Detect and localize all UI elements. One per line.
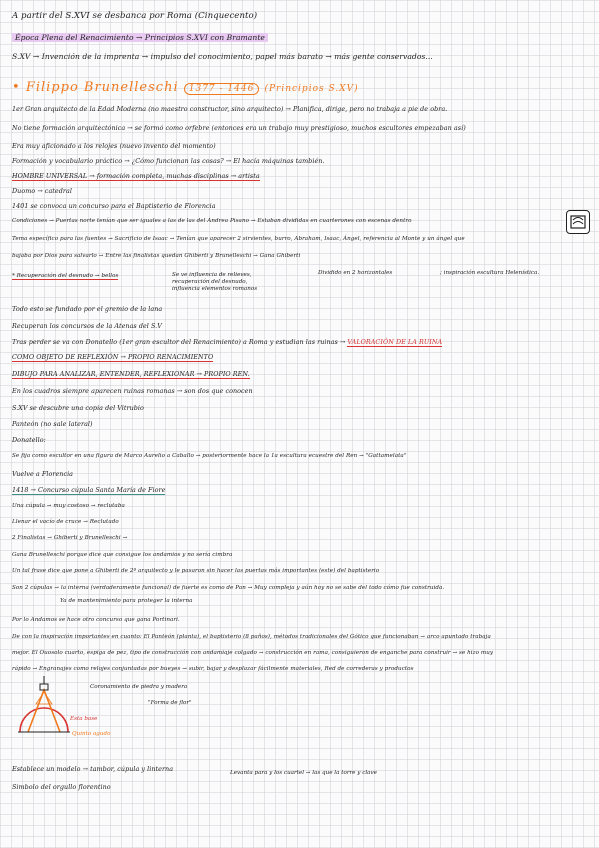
line-14: bajaba por Dios para salvarlo → Entre las finalistas quedan Ghiberti y Brunelleschi → Gana Ghiberti xyxy=(12,253,301,259)
line-34: Ya de mantenimiento para proteger la interna xyxy=(60,598,193,604)
line-33: Son 2 cúpulas → la interna (verdaderamente funcional) de fuerte es como de Pan → Muy compleja y aún hoy no se sabe del todo cómo fue construida. xyxy=(12,585,445,591)
dome-diagram xyxy=(14,676,74,740)
line-10: Duomo → catedral xyxy=(12,187,72,195)
section-name: Filippo Brunelleschi xyxy=(25,80,179,95)
line-20 xyxy=(12,369,250,379)
line-39: Establece un modelo → tambor, cúpula y linterna xyxy=(12,765,174,773)
ruina-highlight: VALORACIÓN DE LA RUINA xyxy=(347,338,443,346)
line-9 xyxy=(12,171,260,181)
line-30: 2 Finalistas → Ghiberti y Brunelleschi → xyxy=(12,535,128,541)
line-25: Se fija como escultor en una figura de Marco Aurelio a Caballo → posteriormente hace la 1a escultura ecuestre del Ren → "Gattamelata" xyxy=(12,453,407,459)
section-date-range: 1377 - 1446 xyxy=(184,83,260,95)
line-15a xyxy=(12,273,118,280)
line-40: Simbolo del orgullo florentino xyxy=(12,783,111,791)
section-subtitle: (Principios S.XV) xyxy=(264,84,359,94)
line-29: Llenar el vacío de cruce → Reclutado xyxy=(12,519,119,525)
line-6: No tiene formación arquitectónica → se formó como orfebre (entonces era un trabajo muy prestigioso, muchos escultores empezaban así) xyxy=(12,124,466,132)
stamp-icon xyxy=(566,210,590,234)
line-22: S.XV se descubre una copia del Vitrubio xyxy=(12,404,144,412)
section-bullet: • xyxy=(12,80,26,95)
line-7: Era muy aficionado a los relojes (nuevo invento del momento) xyxy=(12,142,216,150)
note-dividido: Dividido en 2 horizontales xyxy=(318,270,393,276)
note-coronamiento: Coronamiento de piedra y madera xyxy=(90,684,188,690)
note-forma-flor: "Forma de flor" xyxy=(148,700,192,706)
line-21: En los cuadros siempre aparecen ruinas romanas → son dos que conocen xyxy=(12,387,253,395)
line-32: Un tal frase dice que pone a Ghiberti de 2º arquitecto y le pasaron sin hacer las puertas más importantes (este) del baptisterio xyxy=(12,568,380,574)
line-36: De con la inspiración importantes en cuanto: El Panteón (planta), el baptisterio (8 paños), métodos tradicionales del Gótico que funcionaban → arco apuntado trabaja xyxy=(12,634,491,640)
underlined-text: COMO OBJETO DE REFLEXIÓN → PROPIO RENACIMIENTO xyxy=(12,353,214,361)
label-esta-base: Esta base xyxy=(70,716,98,722)
underlined-text: 1418 → Concurso cúpula Santa María de Fiore xyxy=(12,486,166,494)
highlighted-heading: Época Plena del Renacimiento → Principios S.XVI con Bramante xyxy=(12,33,268,42)
line-8: Formación y vocabulario práctico → ¿Cómo funcionan las cosas? → El hacía máquinas también. xyxy=(12,157,325,165)
line-16: Todo esto se fundado por el gremio de la lana xyxy=(12,305,163,313)
line-35: Por lo Andamos se hace otro concurso que gana Portinari. xyxy=(12,617,180,623)
note-relieves: Se ve influencia de relieves, recuperación del desnudo, influencia elementos romanos xyxy=(172,272,258,292)
line-19 xyxy=(12,352,213,362)
note-helenistica: ; inspiración escultura Helenística. xyxy=(440,270,540,276)
line-12: Condiciones → Puertas norte tenían que ser iguales a las de las del Andrea Pisano → Estaban divididas en cuarterones con escenas dentro xyxy=(12,218,412,224)
line-11: 1401 se convoca un concurso para el Baptisterio de Florencia xyxy=(12,202,216,210)
line-2 xyxy=(12,33,268,43)
line-3: S.XV → Invención de la imprenta → impulso del conocimiento, papel más barato → más gente conservados... xyxy=(12,52,433,61)
line-24: Donatello: xyxy=(12,436,46,444)
line-17: Recuperan los concursos de la Atenas del S.V xyxy=(12,322,162,330)
line-13: Tema específico para las fuentes → Sacrificio de Isaac → Tenían que aparecer 2 sirvientes, burro, Abraham, Isaac, Ángel, referencia al Monte y un ángel que xyxy=(12,236,465,242)
line-28: Una cúpula → muy costoso → reclutaba xyxy=(12,503,125,509)
line-31: Gana Brunelleschi porque dice que consigue los andamios y no sería cimbra xyxy=(12,552,233,558)
note-levanta: Levanta para y los cuartel → las que la torre y clave xyxy=(230,770,377,776)
line-1: A partir del S.XVI se desbanca por Roma (Cinquecento) xyxy=(12,11,258,21)
line-27 xyxy=(12,485,165,495)
line-38: rápido → Engranajes como relojes conjuntadas por bueyes → subir, bajar y desplazar fácilmente materiales, Red de correderas y productos xyxy=(12,666,414,672)
line-23: Panteón (no sale lateral) xyxy=(12,420,93,428)
underlined-text: HOMBRE UNIVERSAL → formación completa, muchas disciplinas → artista xyxy=(12,172,260,180)
line-18 xyxy=(12,337,442,347)
line-37: mejor. El Ouosolo cuarto, espiga de pez, tipo de construcción con andamiaje colgado → construcción en rama, consiguieron de enganche para construir → se hizo muy xyxy=(12,650,494,656)
line-26: Vuelve a Florencia xyxy=(12,470,74,478)
label-quinto-agudo: Quinto agudo xyxy=(72,731,111,737)
line-5: 1er Gran arquitecto de la Edad Moderna (no maestro constructor, sino arquitecto) → Planifica, dirige, pero no trabaja a pie de obra. xyxy=(12,105,448,113)
line-18-text: Tras perder se va con Donatello (1er gran escultor del Renacimiento) a Roma y estudian las ruinas → xyxy=(12,338,346,346)
section-heading xyxy=(12,80,359,95)
underlined-text: DIBUJO PARA ANALIZAR, ENTENDER, REFLEXIONAR → PROPIO REN. xyxy=(12,370,250,378)
underlined-text: * Recuperación del desnudo → bellos xyxy=(12,273,119,279)
